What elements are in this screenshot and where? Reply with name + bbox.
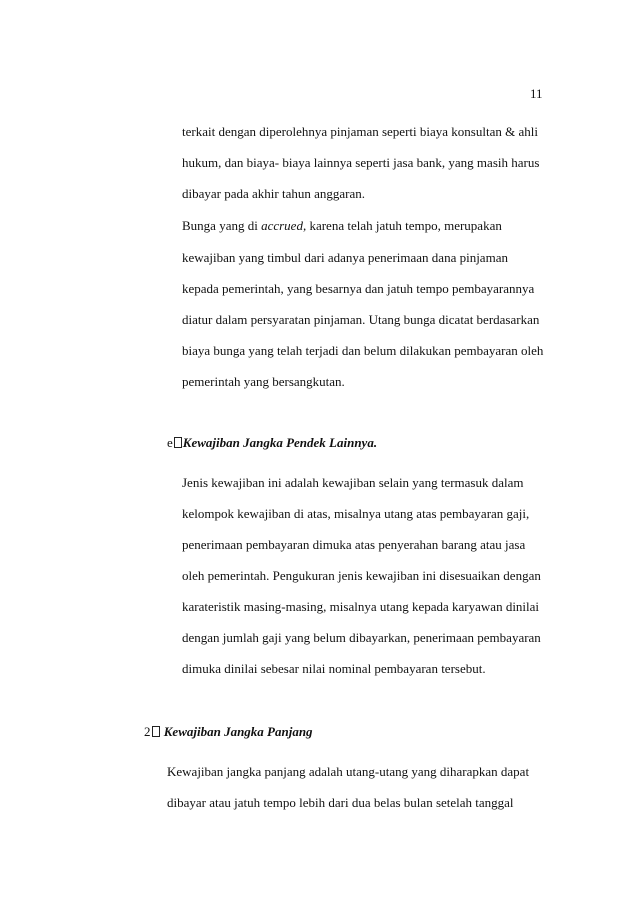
section-e-line: penerimaan pembayaran dimuka atas penyerahan barang atau jasa — [182, 537, 526, 552]
para2-text: karena telah jatuh tempo, merupakan — [306, 218, 502, 233]
section-e-line: dengan jumlah gaji yang belum dibayarkan, penerimaan pembayaran — [182, 630, 541, 645]
section-e-line: karateristik masing-masing, misalnya utang kepada karyawan dinilai — [182, 599, 540, 614]
para1-line: terkait dengan diperolehnya pinjaman seperti biaya konsultan & ahli — [182, 124, 538, 139]
section-e-line: dimuka dinilai sebesar nilai nominal pembayaran tersebut. — [182, 661, 486, 676]
bullet-box-icon — [174, 437, 182, 448]
para1-line: hukum, dan biaya- biaya lainnya seperti jasa bank, yang masih harus — [182, 155, 540, 170]
para2-line: pemerintah yang bersangkutan. — [182, 374, 345, 389]
para2-line: biaya bunga yang telah terjadi dan belum dilakukan pembayaran oleh — [182, 343, 544, 358]
section-2-line: Kewajiban jangka panjang adalah utang-utang yang diharapkan dapat — [167, 764, 530, 779]
para2-first-line — [182, 218, 502, 234]
para2-italic-term: accrued, — [261, 218, 307, 233]
para2-line: kewajiban yang timbul dari adanya penerimaan dana pinjaman — [182, 250, 508, 265]
section-2-line: dibayar atau jatuh tempo lebih dari dua belas bulan setelah tanggal — [167, 795, 514, 810]
section-e-title: Kewajiban Jangka Pendek Lainnya. — [182, 435, 378, 450]
section-e-line: Jenis kewajiban ini adalah kewajiban selain yang termasuk dalam — [182, 475, 524, 490]
para2-line: diatur dalam persyaratan pinjaman. Utang bunga dicatat berdasarkan — [182, 312, 540, 327]
para2-text: Bunga yang di — [182, 218, 262, 233]
section-2-title: Kewajiban Jangka Panjang — [163, 724, 313, 739]
section-e-line: kelompok kewajiban di atas, misalnya utang atas pembayaran gaji, — [182, 506, 530, 521]
section-2-marker: 2 — [144, 724, 151, 739]
para1-line: dibayar pada akhir tahun anggaran. — [182, 186, 366, 201]
section-e-marker: e — [167, 435, 173, 450]
bullet-box-icon — [152, 726, 160, 737]
para2-line: kepada pemerintah, yang besarnya dan jatuh tempo pembayarannya — [182, 281, 535, 296]
section-e-line: oleh pemerintah. Pengukuran jenis kewajiban ini disesuaikan dengan — [182, 568, 541, 583]
page-number: 11 — [530, 86, 543, 101]
section-2-heading — [144, 724, 313, 740]
section-e-heading — [167, 435, 377, 451]
